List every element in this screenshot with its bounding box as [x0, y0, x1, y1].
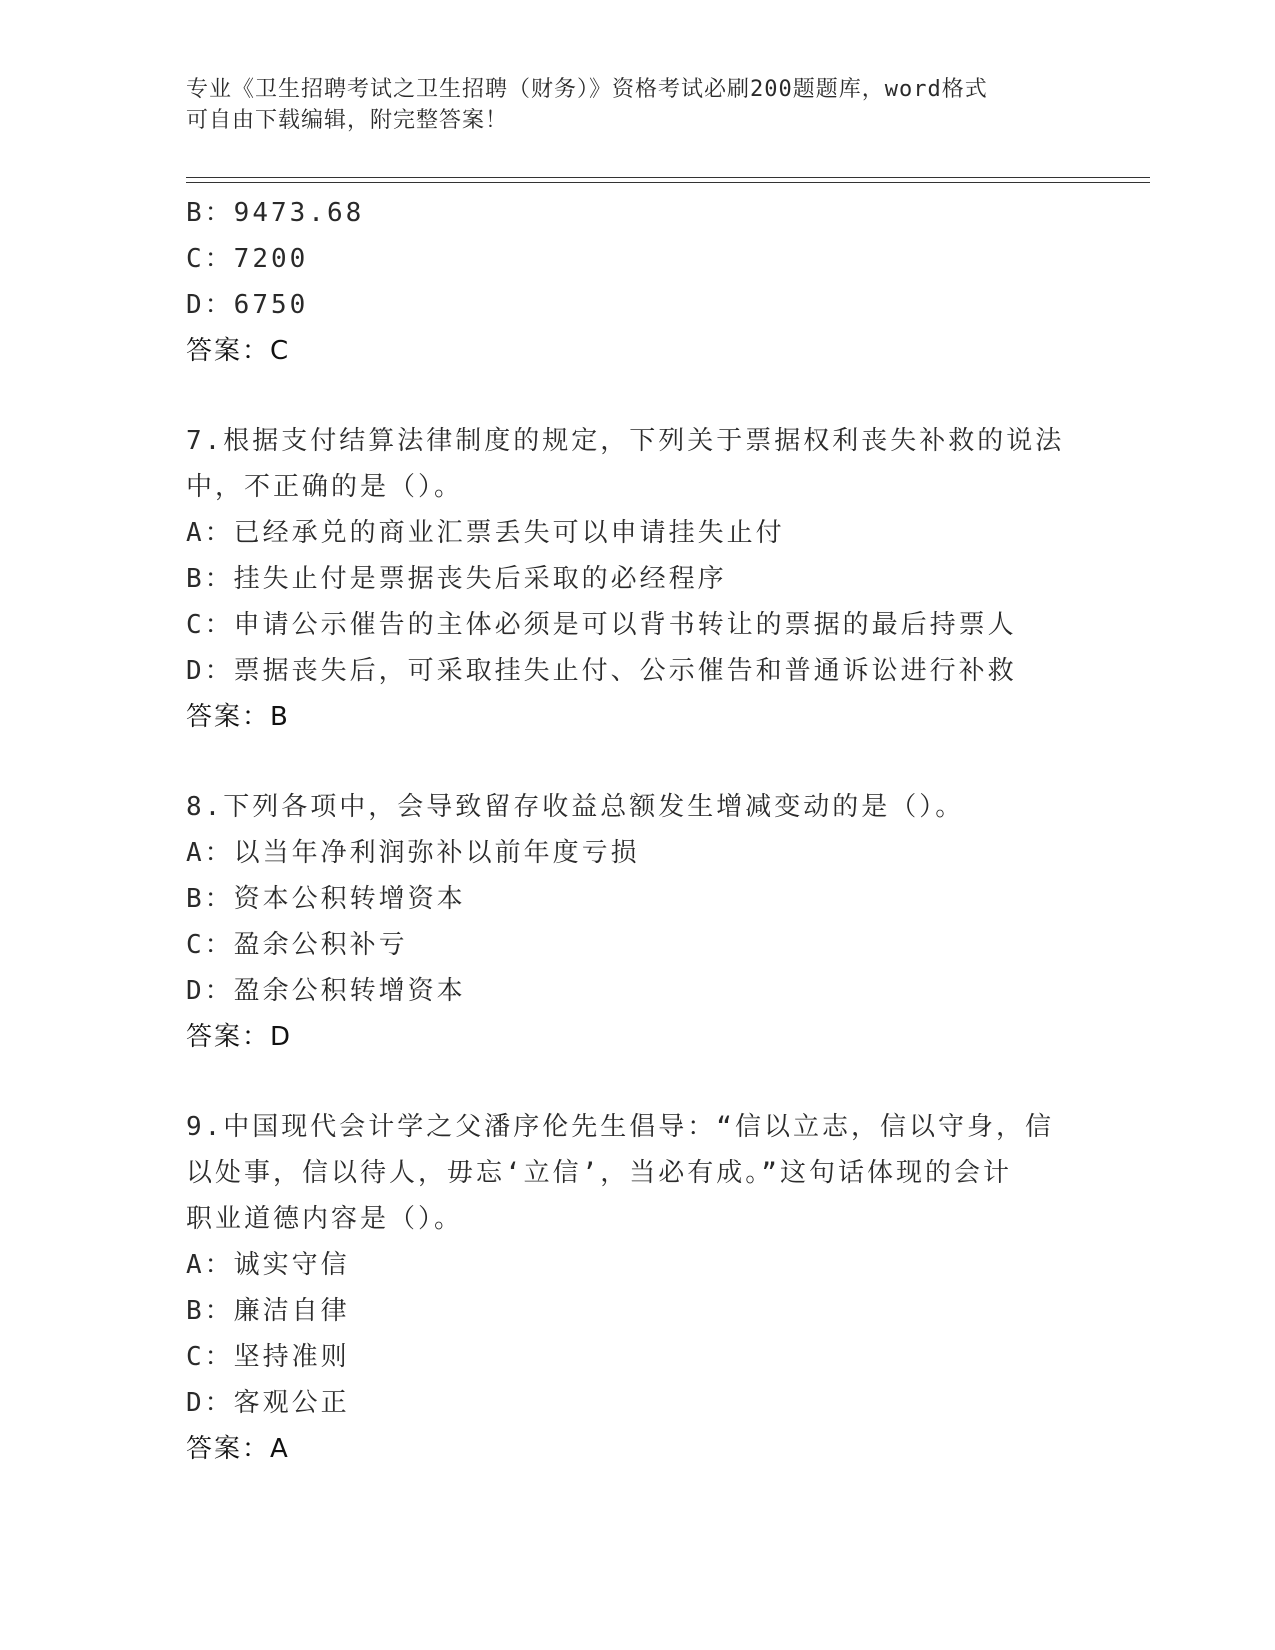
option-d: D：客观公正: [186, 1388, 350, 1418]
question-9: [186, 1104, 1086, 1472]
answer: 答案：D: [186, 1022, 293, 1052]
question-content: [186, 190, 1086, 1472]
stem-line: 8.下列各项中，会导致留存收益总额发生增减变动的是（）。: [186, 792, 965, 822]
document-header: [186, 74, 1066, 136]
option-c: C：申请公示催告的主体必须是可以背书转让的票据的最后持票人: [186, 610, 1017, 640]
stem-line: 中，不正确的是（）。: [186, 472, 464, 502]
header-divider-bottom: [186, 182, 1150, 183]
answer: 答案：B: [186, 702, 290, 732]
question-stem: [186, 1104, 1086, 1242]
header-line-1: 专业《卫生招聘考试之卫生招聘（财务）》资格考试必刷200题题库，word格式: [186, 77, 988, 102]
header-divider-top: [186, 177, 1150, 178]
option-b: B：挂失止付是票据丧失后采取的必经程序: [186, 564, 727, 594]
header-line-2: 可自由下载编辑，附完整答案！: [186, 108, 509, 133]
option-b: B：资本公积转增资本: [186, 884, 466, 914]
option-d: D：盈余公积转增资本: [186, 976, 466, 1006]
option-c: C：7200: [186, 244, 309, 274]
stem-line: 职业道德内容是（）。: [186, 1204, 464, 1234]
option-b: B：廉洁自律: [186, 1296, 350, 1326]
option-a: A：已经承兑的商业汇票丢失可以申请挂失止付: [186, 518, 785, 548]
answer: 答案：C: [186, 336, 291, 366]
option-c: C：盈余公积补亏: [186, 930, 408, 960]
question-7: [186, 418, 1086, 740]
option-d: D：6750: [186, 290, 309, 320]
question-6-continued: [186, 190, 1086, 374]
option-d: D：票据丧失后，可采取挂失止付、公示催告和普通诉讼进行补救: [186, 656, 1017, 686]
option-a: A：以当年净利润弥补以前年度亏损: [186, 838, 640, 868]
stem-line: 9.中国现代会计学之父潘序伦先生倡导：“信以立志，信以守身，信: [186, 1112, 1054, 1142]
option-a: A：诚实守信: [186, 1250, 350, 1280]
answer: 答案：A: [186, 1434, 290, 1464]
option-c: C：坚持准则: [186, 1342, 350, 1372]
stem-line: 7.根据支付结算法律制度的规定，下列关于票据权利丧失补救的说法: [186, 426, 1065, 456]
question-stem: [186, 418, 1086, 510]
option-b: B：9473.68: [186, 198, 365, 228]
question-8: [186, 784, 1086, 1060]
question-stem: [186, 784, 1086, 830]
stem-line: 以处事，信以待人，毋忘‘立信’，当必有成。”这句话体现的会计: [186, 1158, 1012, 1188]
